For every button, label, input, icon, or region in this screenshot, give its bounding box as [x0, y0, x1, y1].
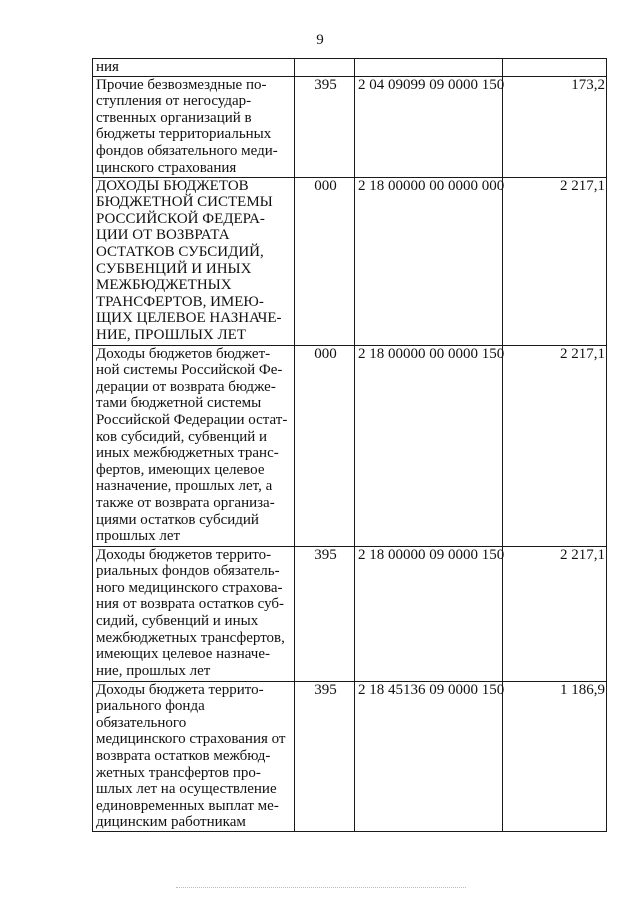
- scan-edge-line: [176, 887, 466, 888]
- amount-cell: [503, 59, 607, 77]
- admin-code-cell: 000: [295, 177, 355, 345]
- revenue-name-cell: Доходы бюджета террито- риального фонда обязательного медицинского страхования от возврата остатков межбюд- жетных трансфертов про- шлых лет на осуществление единовременных выплат ме- дицинским работникам: [93, 681, 295, 831]
- table-row: [93, 546, 607, 681]
- admin-code-cell: [295, 59, 355, 77]
- budget-classification-code-cell: 2 18 00000 00 0000 150: [355, 345, 503, 546]
- admin-code-cell: 395: [295, 76, 355, 177]
- amount-cell: 173,2: [503, 76, 607, 177]
- table-row: [93, 681, 607, 831]
- amount-cell: 2 217,1: [503, 546, 607, 681]
- page-number: 9: [316, 32, 324, 48]
- budget-classification-code-cell: 2 18 00000 09 0000 150: [355, 546, 503, 681]
- admin-code-cell: 000: [295, 345, 355, 546]
- budget-classification-code-cell: [355, 59, 503, 77]
- amount-cell: 1 186,9: [503, 681, 607, 831]
- revenue-table: [92, 58, 607, 832]
- revenue-name-cell: ния: [93, 59, 295, 77]
- amount-cell: 2 217,1: [503, 345, 607, 546]
- admin-code-cell: 395: [295, 546, 355, 681]
- revenue-name-cell: Доходы бюджетов бюджет- ной системы Российской Фе- дерации от возврата бюдже- тами бюджетной системы Российской Федерации остат- ков субсидий, субвенций и иных межбюджетных транс- фертов, имеющих целевое назначение, прошлых лет, а также от возврата организа- циями остатков субсидий прошлых лет: [93, 345, 295, 546]
- budget-classification-code-cell: 2 18 00000 00 0000 000: [355, 177, 503, 345]
- revenue-name-cell: Доходы бюджетов террито- риальных фондов обязатель- ного медицинского страхова- ния от возврата остатков суб- сидий, субвенций и иных межбюджетных трансфертов, имеющих целевое назначе- ние, прошлых лет: [93, 546, 295, 681]
- revenue-name-cell: Прочие безвозмездные по- ступления от негосудар- ственных организаций в бюджеты территориальных фондов обязательного меди- цинского страхования: [93, 76, 295, 177]
- budget-classification-code-cell: 2 18 45136 09 0000 150: [355, 681, 503, 831]
- table-row: [93, 59, 607, 77]
- table-row: [93, 76, 607, 177]
- admin-code-cell: 395: [295, 681, 355, 831]
- budget-classification-code-cell: 2 04 09099 09 0000 150: [355, 76, 503, 177]
- revenue-name-cell: ДОХОДЫ БЮДЖЕТОВ БЮДЖЕТНОЙ СИСТЕМЫ РОССИЙСКОЙ ФЕДЕРА- ЦИИ ОТ ВОЗВРАТА ОСТАТКОВ СУБСИДИЙ, СУБВЕНЦИЙ И ИНЫХ МЕЖБЮДЖЕТНЫХ ТРАНСФЕРТОВ, ИМЕЮ- ЩИХ ЦЕЛЕВОЕ НАЗНАЧЕ- НИЕ, ПРОШЛЫХ ЛЕТ: [93, 177, 295, 345]
- table-row: [93, 177, 607, 345]
- table-row: [93, 345, 607, 546]
- amount-cell: 2 217,1: [503, 177, 607, 345]
